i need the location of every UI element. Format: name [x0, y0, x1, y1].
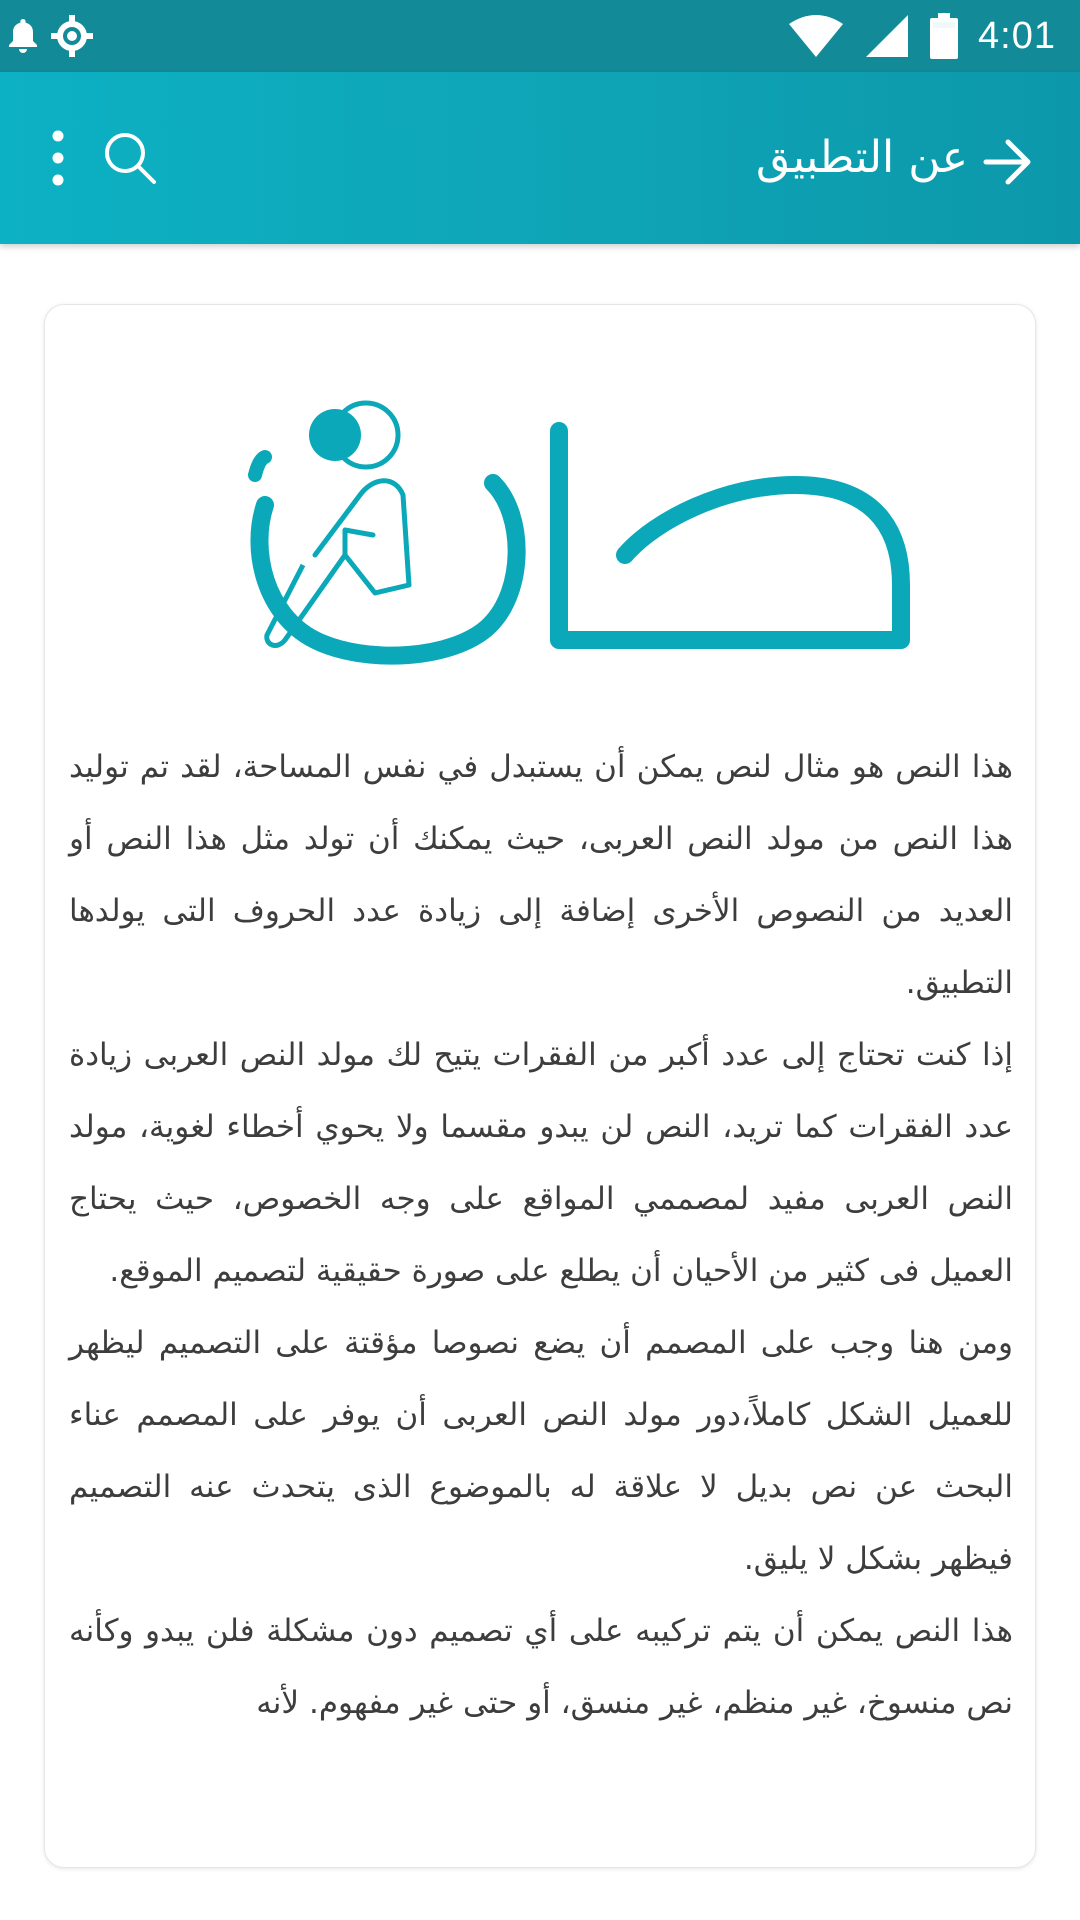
app-bar [0, 72, 1080, 244]
clock-time: 4:01 [978, 14, 1056, 57]
status-right-icons [788, 10, 1056, 62]
paragraph: ومن هنا وجب على المصمم أن يضع نصوصا مؤقتة على التصميم ليظهر للعميل الشكل كاملاً،دور مولد النص العربى أن يوفر على المصمم عناء البحث عن نص بديل لا علاقة له بالموضوع الذى يتحدث عنه التصميم فيظهر بشكل لا يليق. [69, 1325, 1013, 1577]
paragraph: هذا النص يمكن أن يتم تركيبه على أي تصميم دون مشكلة فلن يبدو وكأنه نص منسوخ، غير منظم، غير منسق، أو حتى غير مفهوم. لأنه [69, 1613, 1013, 1721]
notification-bell-icon [6, 16, 40, 56]
page-title: عن التطبيق [756, 132, 968, 183]
paragraph: إذا كنت تحتاج إلى عدد أكبر من الفقرات يتيح لك مولد النص العربى زيادة عدد الفقرات كما تريد، النص لن يبدو مقسما ولا يحوي أخطاء لغوية، مولد النص العربى مفيد لمصممي المواقع على وجه الخصوص، حيث يحتاج العميل فى كثير من الأحيان أن يطلع على صورة حقيقية لتصميم الموقع. [69, 1037, 1013, 1289]
status-left-icons [6, 14, 94, 58]
search-icon[interactable] [100, 128, 160, 188]
about-text [69, 731, 1013, 1739]
location-target-icon [50, 14, 94, 58]
sila-logo-icon [225, 375, 925, 695]
status-bar [0, 0, 1080, 72]
paragraph: هذا النص هو مثال لنص يمكن أن يستبدل في نفس المساحة، لقد تم توليد هذا النص من مولد النص العربى، حيث يمكنك أن تولد مثل هذا النص أو العديد من النصوص الأخرى إضافة إلى زيادة عدد الحروف التى يولدها التطبيق. [69, 749, 1013, 1001]
arrow-right-icon[interactable] [978, 132, 1038, 192]
more-vert-icon[interactable] [38, 122, 78, 194]
about-card [44, 304, 1036, 1868]
signal-icon [864, 13, 910, 59]
wifi-icon [788, 14, 844, 58]
battery-icon [930, 13, 958, 59]
